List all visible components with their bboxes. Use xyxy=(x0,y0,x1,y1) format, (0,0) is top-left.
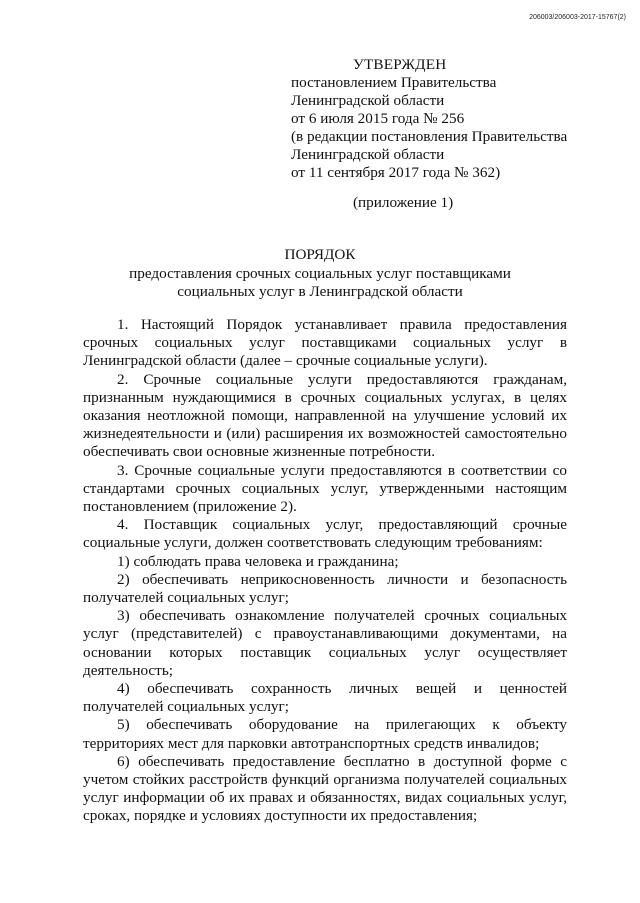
appendix-note: (приложение 1) xyxy=(353,194,454,211)
list-item: 1) соблюдать права человека и гражданина; xyxy=(117,552,399,570)
approval-line: от 11 сентября 2017 года № 362) xyxy=(291,164,501,181)
approval-line: от 6 июля 2015 года № 256 xyxy=(291,110,465,127)
paragraph: 3. Срочные социальные услуги предоставляются в соответствии со стандартами срочных социальных услуг, утвержденными настоящим постановлением (приложение 2). xyxy=(83,461,567,516)
list-item: 3) обеспечивать ознакомление получателей срочных социальных услуг (представителей) с правоустанавливающими документами, на основании которых поставщик социальных услуг осуществляет деятельность; xyxy=(83,607,567,679)
paragraph: 1. Настоящий Порядок устанавливает правила предоставления срочных социальных услуг поставщиками социальных услуг в Ленинградской области (далее – срочные социальные услуги). xyxy=(83,316,567,370)
paragraph: 4. Поставщик социальных услуг, предоставляющий срочные социальные услуги, должен соответствовать следующим требованиям: xyxy=(83,516,567,552)
document-body xyxy=(83,316,567,826)
approval-block xyxy=(291,56,621,182)
document-title: ПОРЯДОК xyxy=(284,246,356,263)
approval-line: постановлением Правительства xyxy=(291,74,497,91)
subtitle-line: предоставления срочных социальных услуг поставщиками xyxy=(129,265,511,282)
approval-line: (в редакции постановления Правительства xyxy=(291,128,568,145)
list-item: 6) обеспечивать предоставление бесплатно в доступной форме с учетом стойких расстройств функций организма получателей социальных услуг информации об их правах и обязанностях, видах социальных услуг, сроках, порядке и условиях доступности их предоставления; xyxy=(83,752,567,825)
list-item: 4) обеспечивать сохранность личных вещей и ценностей получателей социальных услуг; xyxy=(83,680,567,716)
approval-title: УТВЕРЖДЕН xyxy=(353,56,447,73)
list-item: 2) обеспечивать неприкосновенность личности и безопасность получателей социальных услуг; xyxy=(83,570,567,607)
document-id: 206003/206003-2017-15767(2) xyxy=(529,14,626,21)
approval-line: Ленинградской области xyxy=(291,92,445,109)
approval-line: Ленинградской области xyxy=(291,146,445,163)
paragraph: 2. Срочные социальные услуги предоставляются гражданам, признанным нуждающимися в срочных социальных услугах, в целях оказания неотложной помощи, направленной на улучшение условий их жизнедеятельности и (или) расширения их возможностей самостоятельно обеспечивать свои основные жизненные потребности. xyxy=(83,370,567,461)
list-item: 5) обеспечивать оборудование на прилегающих к объекту территориях мест для парковки автотранспортных средств инвалидов; xyxy=(83,716,567,752)
document-subtitle xyxy=(0,265,640,301)
subtitle-line: социальных услуг в Ленинградской области xyxy=(177,283,463,300)
